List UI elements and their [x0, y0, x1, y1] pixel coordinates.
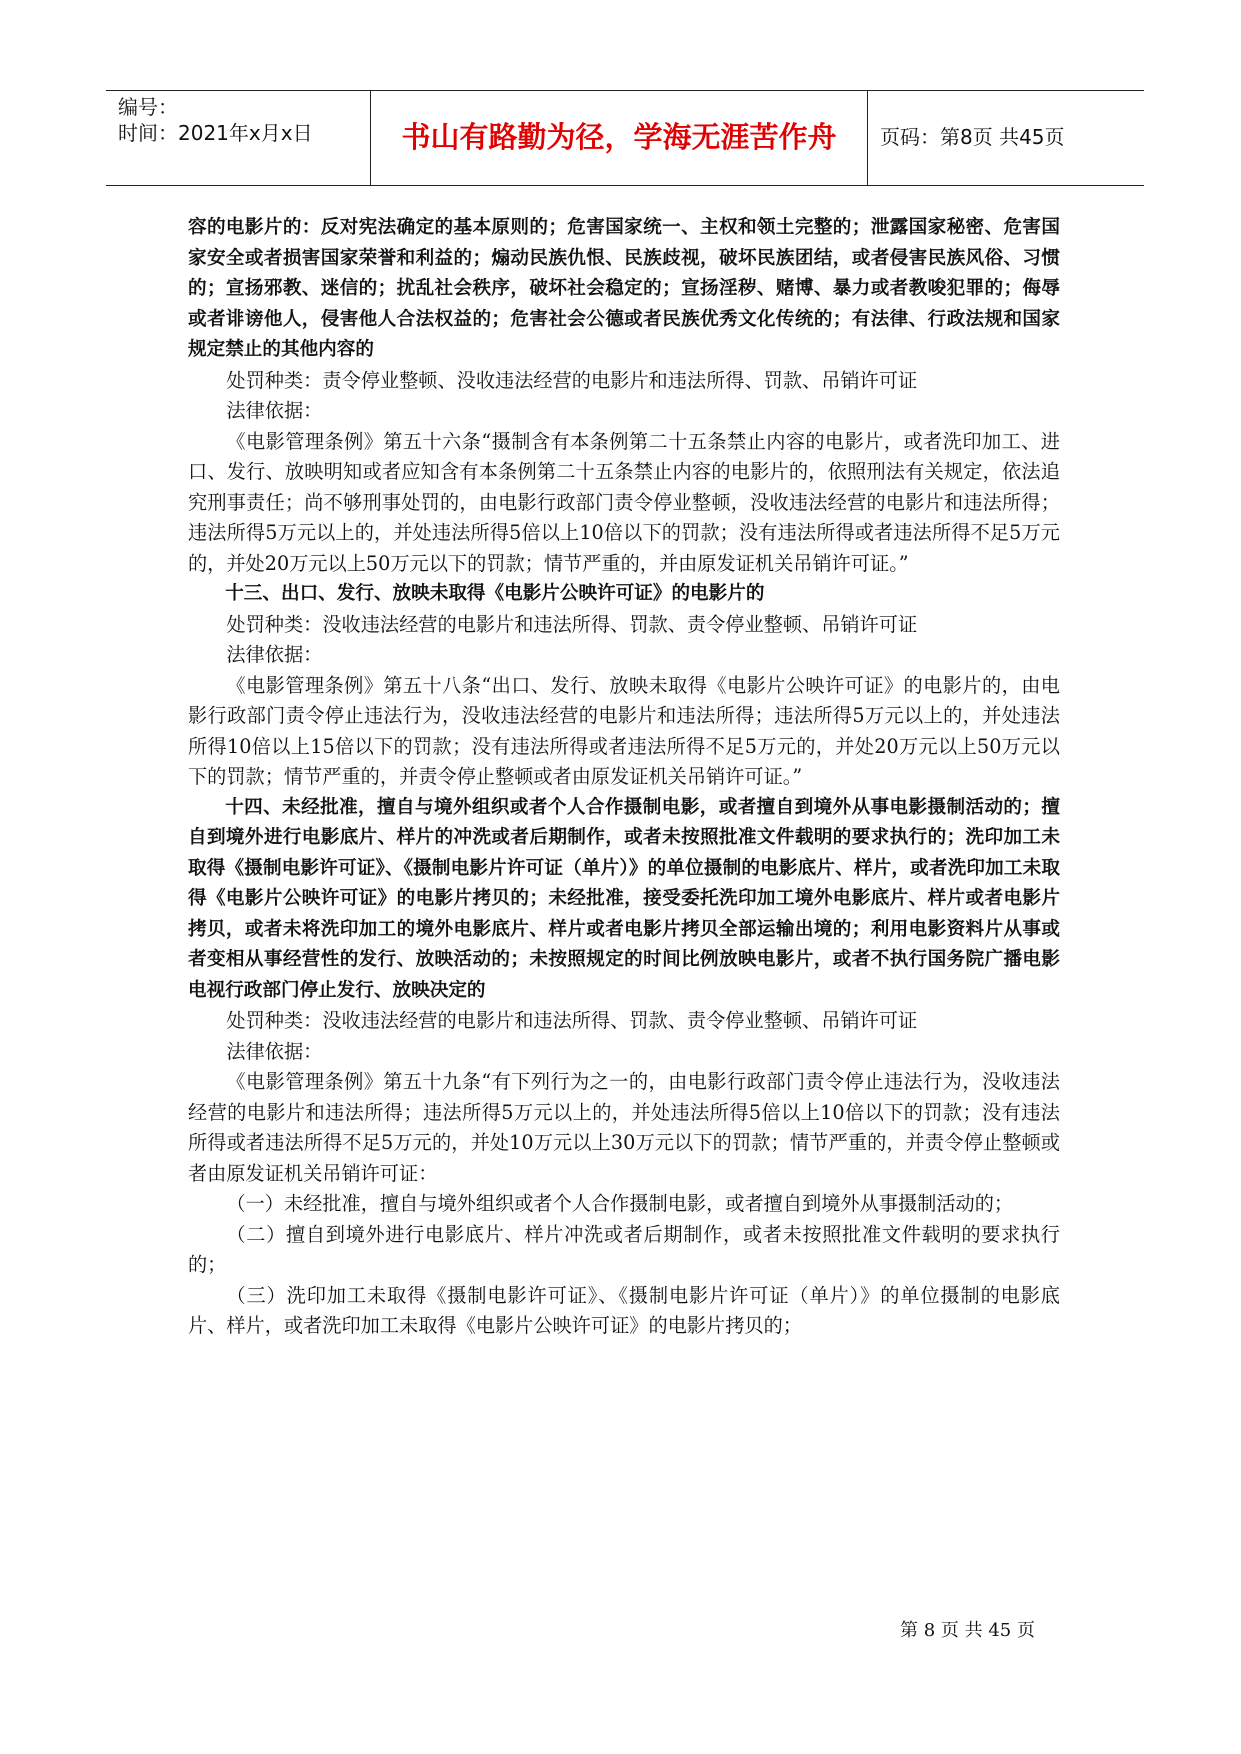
paragraph: 法律依据： — [226, 643, 323, 666]
document-body — [188, 213, 1060, 1342]
header-motto-cell — [371, 91, 868, 185]
paragraph: 《电影管理条例》第五十八条“出口、发行、放映未取得《电影片公映许可证》的电影片的，由电影行政部门责令停止违法行为，没收违法经营的电影片和违法所得；违法所得5万元以上的，并处违法所得10倍以上15倍以下的罚款；没有违法所得或者违法所得不足5万元的，并处20万元以上50万元以下的罚款；情节严重的，并责令停止整顿或者由原发证机关吊销许可证。” — [188, 673, 1060, 788]
time-label: 时间：2021年x月x日 — [118, 121, 313, 145]
paragraph: 处罚种类：责令停业整顿、没收违法经营的电影片和违法所得、罚款、吊销许可证 — [226, 368, 918, 392]
page-header — [106, 90, 1144, 186]
paragraph: 处罚种类：没收违法经营的电影片和违法所得、罚款、责令停业整顿、吊销许可证 — [226, 1009, 918, 1032]
paragraph: 十四、未经批准，擅自与境外组织或者个人合作摄制电影，或者擅自到境外从事电影摄制活动的；擅自到境外进行电影底片、样片的冲洗或者后期制作，或者未按照批准文件载明的要求执行的；洗印加工未取得《摄制电影许可证》、《摄制电影片许可证（单片）》的单位摄制的电影底片、样片，或者洗印加工未取得《电影片公映许可证》的电影片拷贝的；未经批准，接受委托洗印加工境外电影底片、样片或者电影片拷贝，或者未将洗印加工的境外电影底片、样片或者电影片拷贝全部运输出境的；利用电影资料片从事或者变相从事经营性的发行、放映活动的；未按照规定的时间比例放映电影片，或者不执行国务院广播电影电视行政部门停止发行、放映决定的 — [188, 796, 1060, 1001]
paragraph: 《电影管理条例》第五十九条“有下列行为之一的，由电影行政部门责令停止违法行为，没收违法经营的电影片和违法所得；违法所得5万元以上的，并处违法所得5倍以上10倍以下的罚款；没有违法所得或者违法所得不足5万元的，并处10万元以上30万元以下的罚款；情节严重的，并责令停止整顿或者由原发证机关吊销许可证： — [188, 1070, 1060, 1185]
paragraph: 法律依据： — [226, 1039, 323, 1063]
paragraph: 处罚种类：没收违法经营的电影片和违法所得、罚款、责令停业整顿、吊销许可证 — [226, 612, 918, 636]
paragraph: 《电影管理条例》第五十六条“摄制含有本条例第二十五条禁止内容的电影片，或者洗印加工、进口、发行、放映明知或者应知含有本条例第二十五条禁止内容的电影片的，依照刑法有关规定，依法追究刑事责任；尚不够刑事处罚的，由电影行政部门责令停业整顿，没收违法经营的电影片和违法所得；违法所得5万元以上的，并处违法所得5倍以上10倍以下的罚款；没有违法所得或者违法所得不足5万元的，并处20万元以上50万元以下的罚款；情节严重的，并由原发证机关吊销许可证。” — [188, 429, 1060, 575]
paragraph: （三）洗印加工未取得《摄制电影许可证》、《摄制电影片许可证（单片）》的单位摄制的电影底片、样片，或者洗印加工未取得《电影片公映许可证》的电影片拷贝的； — [188, 1283, 1060, 1337]
paragraph: 容的电影片的：反对宪法确定的基本原则的；危害国家统一、主权和领土完整的；泄露国家秘密、危害国家安全或者损害国家荣誉和利益的；煽动民族仇恨、民族歧视，破坏民族团结，或者侵害民族风俗、习惯的；宣扬邪教、迷信的；扰乱社会秩序，破坏社会稳定的；宣扬淫秽、赌博、暴力或者教唆犯罪的；侮辱或者诽谤他人，侵害他人合法权益的；危害社会公德或者民族优秀文化传统的；有法律、行政法规和国家规定禁止的其他内容的 — [188, 217, 1060, 360]
paragraph: （一）未经批准，擅自与境外组织或者个人合作摄制电影，或者擅自到境外从事摄制活动的； — [226, 1192, 1014, 1215]
serial-label: 编号： — [118, 95, 178, 119]
page-footer: 第 8 页 共 45 页 — [900, 1620, 1035, 1641]
motto: 书山有路勤为径，学海无涯苦作舟 — [401, 120, 837, 154]
paragraph: （二）擅自到境外进行电影底片、样片冲洗或者后期制作，或者未按照批准文件载明的要求执行的； — [188, 1222, 1060, 1276]
header-page-cell — [868, 91, 1144, 185]
header-info-cell — [106, 91, 371, 185]
paragraph: 法律依据： — [226, 399, 323, 422]
page-info: 页码：第8页 共45页 — [880, 125, 1065, 149]
paragraph: 十三、出口、发行、放映未取得《电影片公映许可证》的电影片的 — [225, 583, 765, 604]
